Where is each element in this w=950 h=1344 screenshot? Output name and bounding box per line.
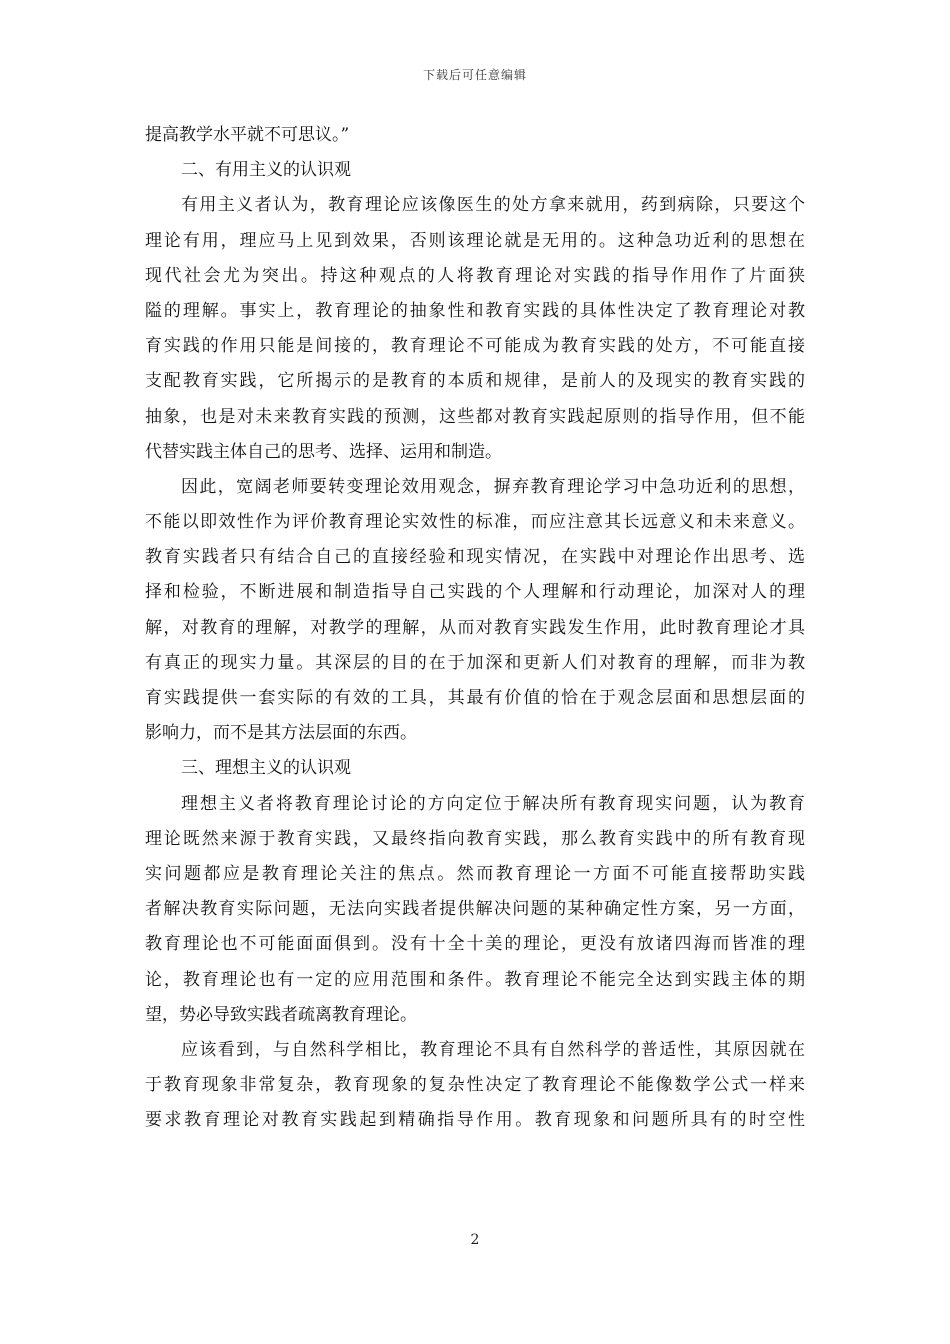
- text-line: 理想主义者将教育理论讨论的方向定位于解决所有教育现实问题，认为教育: [181, 793, 805, 814]
- text-line: 有真正的现实力量。其深层的目的在于加深和更新人们对教育的理解，而非为教: [145, 652, 805, 673]
- text-line: 望，势必导致实践者疏离教育理论。: [145, 1004, 417, 1025]
- text-line: 理论有用，理应马上见到效果，否则该理论就是无用的。这种急功近利的思想在: [145, 230, 805, 251]
- text-line: 二、有用主义的认识观: [181, 160, 351, 181]
- text-line: 解，对教育的理解，对教学的理解，从而对教育实践发生作用，此时教育理论才具: [145, 617, 805, 638]
- text-line: 实问题都应是教育理论关注的焦点。然而教育理论一方面不可能直接帮助实践: [145, 863, 805, 884]
- text-line: 育实践的作用只能是间接的，教育理论不可能成为教育实践的处方，不可能直接: [145, 336, 805, 357]
- text-line: 应该看到，与自然科学相比，教育理论不具有自然科学的普适性，其原因就在: [181, 1039, 805, 1060]
- page-number: 2: [470, 1232, 480, 1248]
- text-line: 现代社会尤为突出。持这种观点的人将教育理论对实践的指导作用作了片面狭: [145, 265, 805, 286]
- text-line: 育实践提供一套实际的有效的工具，其最有价值的恰在于观念层面和思想层面的: [145, 688, 805, 708]
- text-line: 教育实践者只有结合自己的直接经验和现实情况，在实践中对理论作出思考、选: [145, 547, 805, 568]
- text-line: 影响力，而不是其方法层面的东西。: [145, 723, 417, 744]
- text-line: 代替实践主体自己的思考、选择、运用和制造。: [145, 441, 502, 462]
- text-line: 支配教育实践，它所揭示的是教育的本质和规律，是前人的及现实的教育实践的: [145, 371, 805, 392]
- text-line: 教育理论也不可能面面俱到。没有十全十美的理论，更没有放诸四海而皆准的理: [145, 934, 805, 955]
- text-line: 择和检验，不断进展和制造指导自己实践的个人理解和行动理论，加深对人的理: [145, 582, 805, 603]
- text-line: 因此，宽阔老师要转变理论效用观念，摒弃教育理论学习中急功近利的思想，: [181, 476, 805, 497]
- text-line: 于教育现象非常复杂，教育现象的复杂性决定了教育理论不能像数学公式一样来: [145, 1075, 805, 1096]
- text-line: 者解决教育实际问题，无法向实践者提供解决问题的某种确定性方案，另一方面，: [145, 899, 805, 920]
- text-line: 要求教育理论对教育实践起到精确指导作用。教育现象和问题所具有的时空性: [145, 1110, 805, 1131]
- text-line: 理论既然来源于教育实践，又最终指向教育实践，那么教育实践中的所有教育现: [145, 828, 805, 849]
- text-line: 论，教育理论也有一定的应用范围和条件。教育理论不能完全达到实践主体的期: [145, 969, 805, 990]
- text-line: 提高教学水平就不可思议。”: [145, 125, 350, 145]
- text-line: 三、理想主义的认识观: [181, 758, 351, 779]
- text-line: 抽象，也是对未来教育实践的预测，这些都对教育实践起原则的指导作用，但不能: [145, 406, 805, 427]
- text-line: 有用主义者认为，教育理论应该像医生的处方拿来就用，药到病除，只要这个: [181, 195, 805, 216]
- text-line: 不能以即效性作为评价教育理论实效性的标准，而应注意其长远意义和未来意义。: [145, 512, 805, 533]
- page-header: 下载后可任意编辑: [422, 68, 527, 82]
- text-line: 隘的理解。事实上，教育理论的抽象性和教育实践的具体性决定了教育理论对教: [145, 300, 805, 321]
- body-text: [145, 118, 805, 1138]
